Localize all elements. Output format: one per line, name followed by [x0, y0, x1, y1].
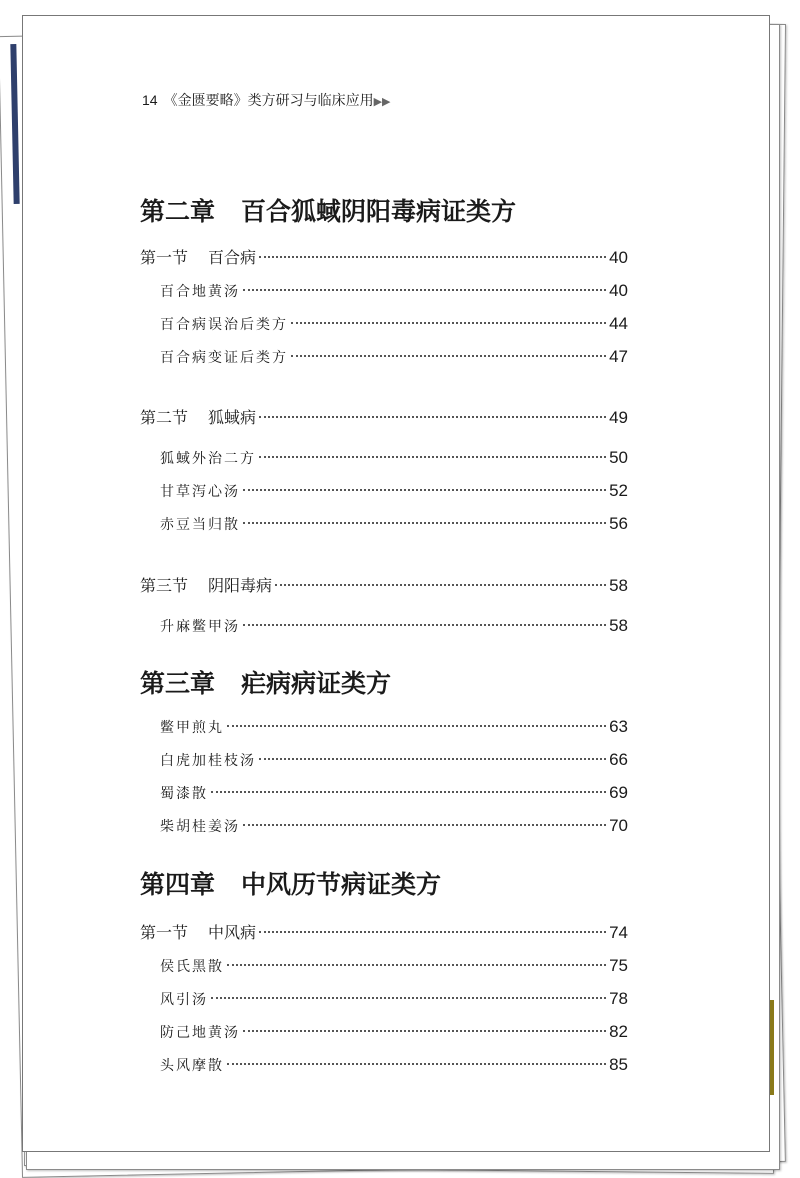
toc-item[interactable]: 蜀漆散 69: [160, 783, 628, 802]
toc-item[interactable]: 百合地黄汤 40: [160, 281, 628, 300]
toc-item[interactable]: 柴胡桂姜汤 70: [160, 816, 628, 835]
toc-item[interactable]: 升麻鳖甲汤 58: [160, 616, 628, 635]
chapter-heading: 第二章 百合狐蜮阴阳毒病证类方: [140, 197, 517, 226]
dot-leader: [291, 322, 606, 324]
toc-item[interactable]: 甘草泻心汤 52: [160, 481, 628, 500]
dot-leader: [291, 355, 606, 357]
toc-item[interactable]: 侯氏黑散 75: [160, 956, 628, 975]
toc-item[interactable]: 风引汤 78: [160, 989, 628, 1008]
dot-leader: [243, 824, 606, 826]
toc-item[interactable]: 鳖甲煎丸 63: [160, 717, 628, 736]
toc-section[interactable]: 第一节 中风病 74: [140, 923, 628, 942]
dot-leader: [243, 489, 606, 491]
toc-item[interactable]: 狐蜮外治二方 50: [160, 448, 628, 467]
toc-section[interactable]: 第二节 狐蜮病 49: [140, 408, 628, 427]
toc-item[interactable]: 百合病误治后类方 44: [160, 314, 628, 333]
dot-leader: [211, 997, 606, 999]
dot-leader: [227, 725, 606, 727]
chapter-heading: 第四章 中风历节病证类方: [140, 870, 442, 899]
toc-section[interactable]: 第一节 百合病 40: [140, 248, 628, 267]
dot-leader: [211, 791, 606, 793]
dot-leader: [275, 584, 606, 586]
dot-leader: [259, 456, 606, 458]
chapter-heading: 第三章 疟病病证类方: [140, 669, 392, 698]
dot-leader: [227, 964, 606, 966]
toc-item[interactable]: 赤豆当归散 56: [160, 514, 628, 533]
dot-leader: [259, 931, 606, 933]
toc-item[interactable]: 百合病变证后类方 47: [160, 347, 628, 366]
arrows-icon: ▶▶: [373, 95, 391, 108]
dot-leader: [243, 1030, 606, 1032]
dot-leader: [259, 256, 606, 258]
toc-section[interactable]: 第三节 阴阳毒病 58: [140, 576, 628, 595]
toc-item[interactable]: 防己地黄汤 82: [160, 1022, 628, 1041]
dot-leader: [259, 416, 606, 418]
toc-item[interactable]: 白虎加桂枝汤 66: [160, 750, 628, 769]
dot-leader: [243, 289, 606, 291]
dot-leader: [259, 758, 606, 760]
dot-leader: [243, 522, 606, 524]
running-header: [142, 90, 391, 110]
page-number: 14: [142, 92, 158, 108]
dot-leader: [243, 624, 606, 626]
toc-item[interactable]: 头风摩散 85: [160, 1055, 628, 1074]
dot-leader: [227, 1063, 606, 1065]
book-title: 《金匮要略》类方研习与临床应用: [163, 93, 374, 109]
